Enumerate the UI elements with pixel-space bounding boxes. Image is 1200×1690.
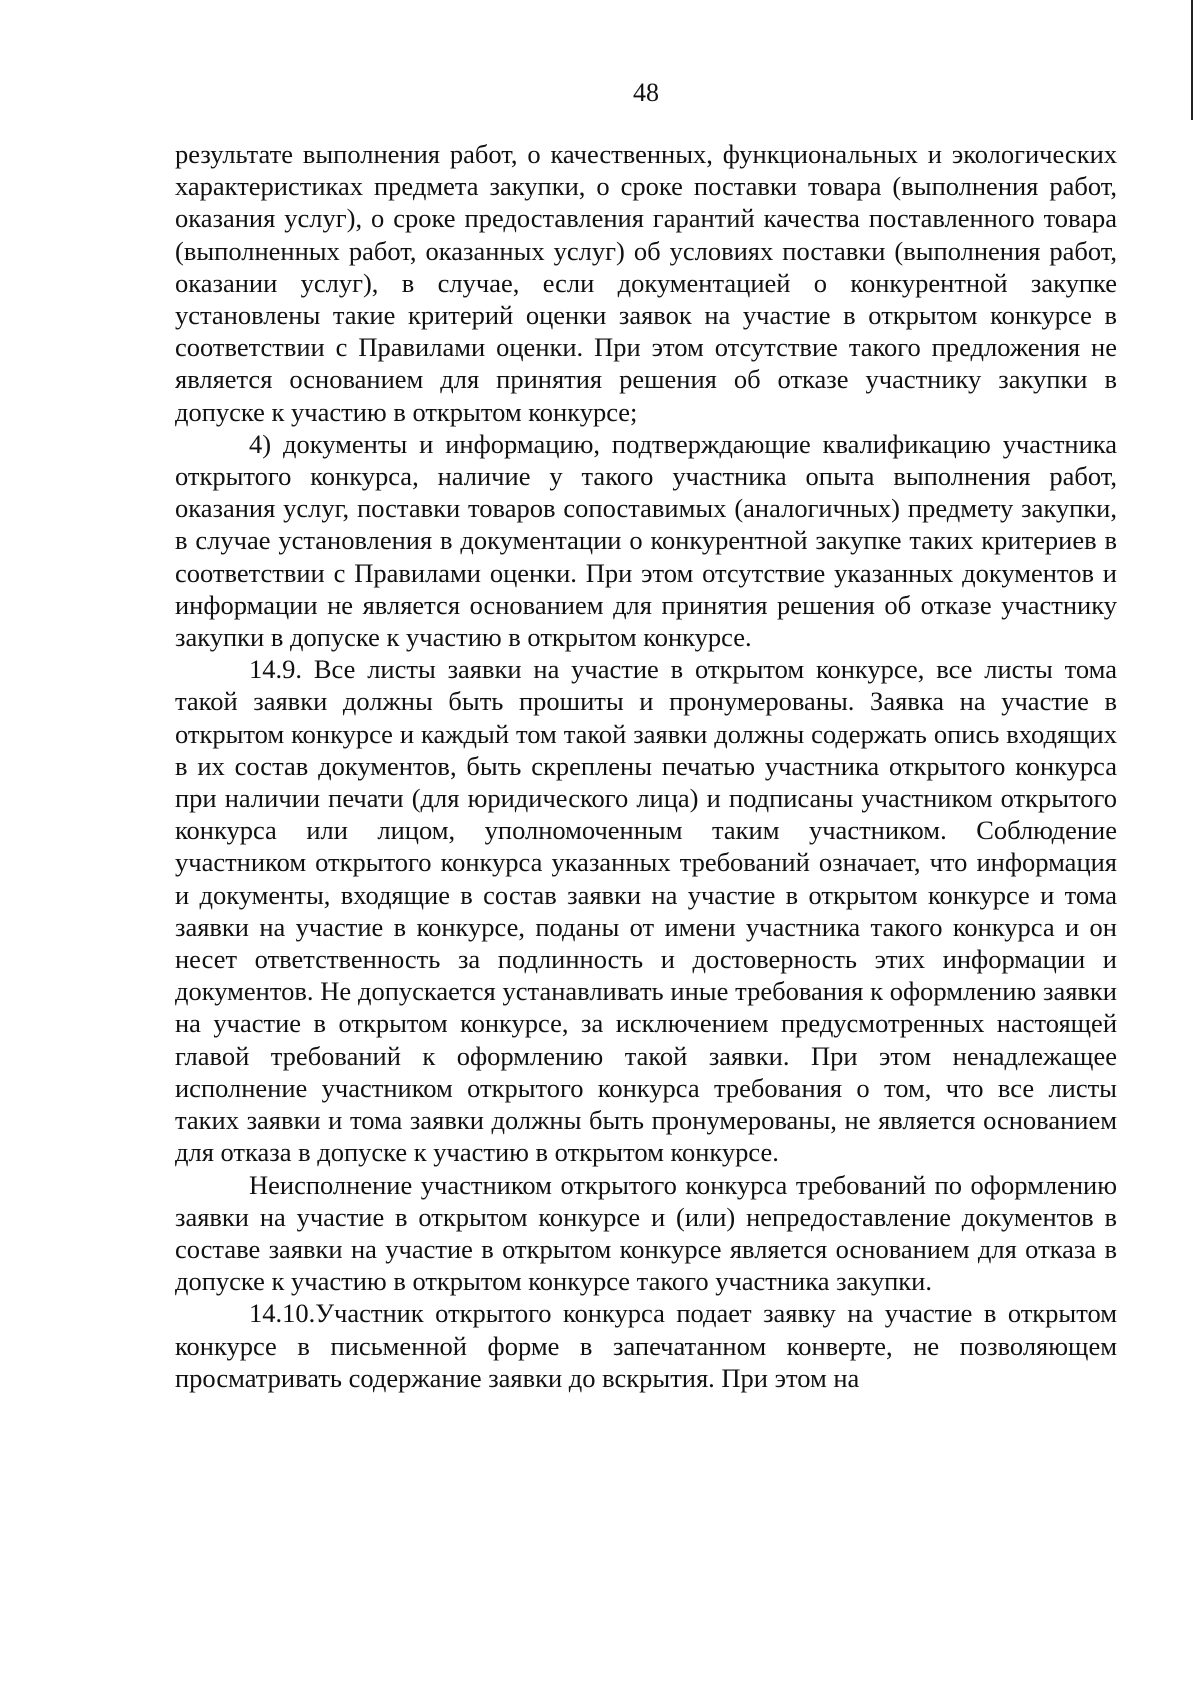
- paragraph-nonfulfillment: Неисполнение участником открытого конкурса требований по оформлению заявки на участие в открытом конкурсе и (или) непредоставление документов в составе заявки на участие в открытом конкурсе является основанием для отказа в допуске к участию в открытом конкурсе такого участника закупки.: [175, 1169, 1117, 1297]
- paragraph-14-10: 14.10.Участник открытого конкурса подает заявку на участие в открытом конкурсе в письменной форме в запечатанном конверте, не позволяющем просматривать содержание заявки до вскрытия. При этом на: [175, 1298, 1117, 1393]
- document-body: [175, 138, 1117, 1394]
- paragraph-item-4: 4) документы и информацию, подтверждающие квалификацию участника открытого конкурса, наличие у такого участника опыта выполнения работ, оказания услуг, поставки товаров сопоставимых (аналогичных) предмету закупки, в случае установления в документации о конкурентной закупке таких критериев в соответствии с Правилами оценки. При этом отсутствие указанных документов и информации не является основанием для принятия решения об отказе участнику закупки в допуске к участию в открытом конкурсе.: [175, 428, 1117, 653]
- paragraph-14-9: 14.9. Все листы заявки на участие в открытом конкурсе, все листы тома такой заявки должны быть прошиты и пронумерованы. Заявка на участие в открытом конкурсе и каждый том такой заявки должны содержать опись входящих в их состав документов, быть скреплены печатью участника открытого конкурса при наличии печати (для юридического лица) и подписаны участником открытого конкурса или лицом, уполномоченным таким участником. Соблюдение участником открытого конкурса указанных требований означает, что информация и документы, входящие в состав заявки на участие в открытом конкурсе и тома заявки на участие в конкурсе, поданы от имени участника такого конкурса и он несет ответственность за подлинность и достоверность этих информации и документов. Не допускается устанавливать иные требования к оформлению заявки на участие в открытом конкурсе, за исключением предусмотренных настоящей главой требований к оформлению такой заявки. При этом ненадлежащее исполнение участником открытого конкурса требования о том, что все листы таких заявки и тома заявки должны быть пронумерованы, не является основанием для отказа в допуске к участию в открытом конкурсе.: [175, 654, 1117, 1168]
- page-number: 48: [633, 78, 659, 107]
- paragraph-continuation: результате выполнения работ, о качественных, функциональных и экологических характеристиках предмета закупки, о сроке поставки товара (выполнения работ, оказания услуг), о сроке предоставления гарантий качества поставленного товара (выполненных работ, оказанных услуг) об условиях поставки (выполнения работ, оказании услуг), в случае, если документацией о конкурентной закупке установлены такие критерий оценки заявок на участие в открытом конкурсе в соответствии с Правилами оценки. При этом отсутствие такого предложения не является основанием для принятия решения об отказе участнику закупки в допуске к участию в открытом конкурсе;: [175, 139, 1117, 427]
